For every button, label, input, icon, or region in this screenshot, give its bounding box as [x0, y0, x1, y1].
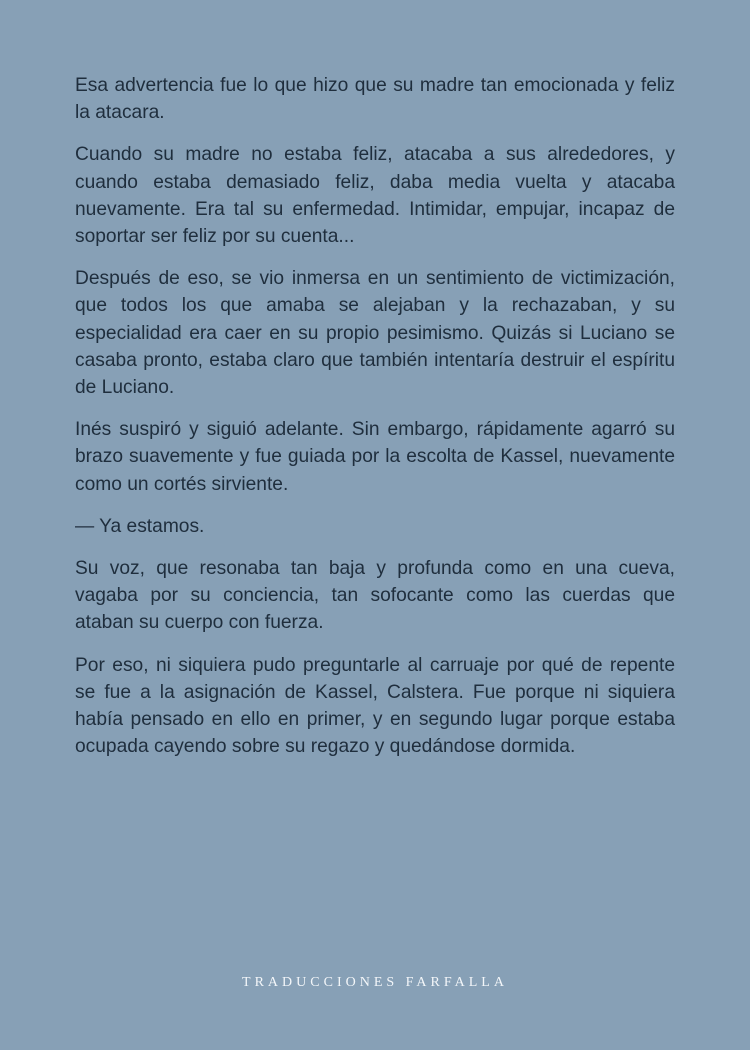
paragraph-3: Después de eso, se vio inmersa en un sentimiento de victimización, que todos los que amaba se alejaban y la rechazaban, y su especialidad era caer en su propio pesimismo. Quizás si Luciano se casaba pronto, estaba claro que también intentaría destruir el espíritu de Luciano. [75, 268, 675, 399]
paragraph-6: Su voz, que resonaba tan baja y profunda como en una cueva, vagaba por su conciencia, tan sofocante como las cuerdas que ataban su cuerpo con fuerza. [75, 558, 675, 634]
paragraph-1: Esa advertencia fue lo que hizo que su madre tan emocionada y feliz la atacara. [75, 75, 675, 124]
paragraph-5-dialogue: — Ya estamos. [75, 515, 205, 537]
footer-credit: TRADUCCIONES FARFALLA [242, 975, 508, 990]
page-body [75, 72, 675, 972]
paragraph-4: Inés suspiró y siguió adelante. Sin embargo, rápidamente agarró su brazo suavemente y fue guiada por la escolta de Kassel, nuevamente como un cortés sirviente. [75, 419, 675, 495]
paragraph-2: Cuando su madre no estaba feliz, atacaba a sus alrededores, y cuando estaba demasiado feliz, daba media vuelta y atacaba nuevamente. Era tal su enfermedad. Intimidar, empujar, incapaz de soportar ser feliz por su cuenta... [75, 144, 675, 248]
paragraph-7: Por eso, ni siquiera pudo preguntarle al carruaje por qué de repente se fue a la asignación de Kassel, Calstera. Fue porque ni siquiera había pensado en ello en primer, y en segundo lugar porque estaba ocupada cayendo sobre su regazo y quedándose dormida. [75, 654, 675, 758]
